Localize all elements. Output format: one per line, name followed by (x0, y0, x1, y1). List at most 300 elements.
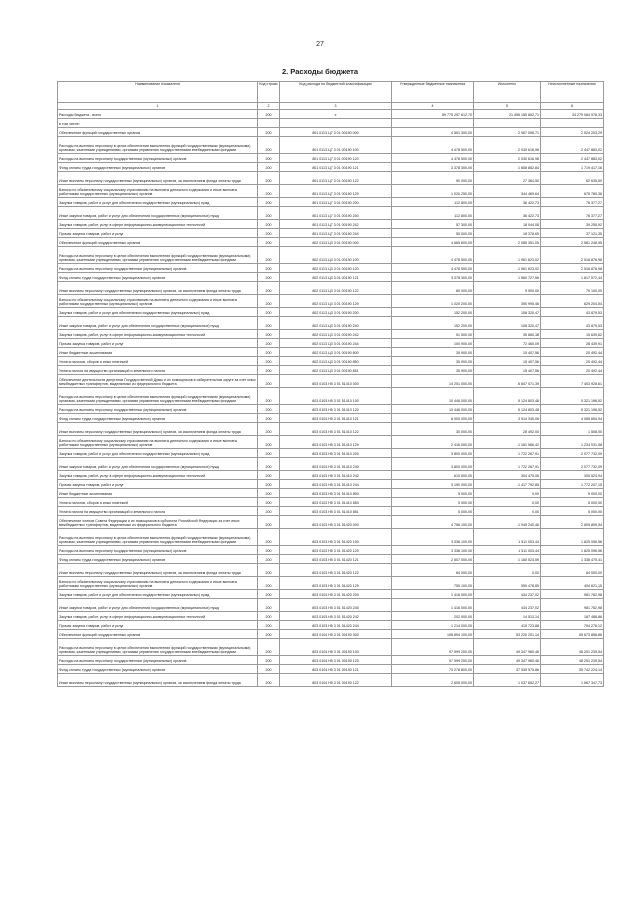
row-classification: 803 0103 Н5 3 01 51410 121 (280, 414, 392, 423)
row-classification: 803 0104 Н5 3 01 00190 120 (280, 656, 392, 665)
row-approved: 112 800,00 (392, 207, 474, 220)
row-classification: 801 0113 Ц7 3 01 00190 100 (280, 137, 392, 154)
table-row (58, 612, 604, 621)
row-name: Закупка товаров, работ, услуг в сфере информационно-коммуникационных технологий (58, 612, 258, 621)
row-name: Закупка товаров, работ и услуг для обеспечения государственных (муниципальных) нужд (58, 198, 258, 207)
row-classification: 803 0103 Н5 3 01 51420 240 (280, 599, 392, 612)
row-name: Уплата налогов, сборов и иных платежей (58, 357, 258, 366)
row-code: 200 (258, 436, 280, 449)
row-approved: 2 416 000,00 (392, 436, 474, 449)
row-code: 200 (258, 564, 280, 577)
header-executed: Исполнено (474, 82, 541, 103)
row-approved: 2 605 000,00 (392, 674, 474, 687)
row-classification: 803 0103 Н5 3 01 51410 100 (280, 388, 392, 405)
row-remaining: 2 077 732,09 (541, 458, 604, 471)
row-classification: 803 0103 Н5 3 01 51410 000 (280, 375, 392, 388)
row-name: Обеспечение функций государственных органов (58, 238, 258, 247)
row-remaining: 1 508,00 (541, 423, 604, 436)
row-classification: 802 0113 Ц3 3 01 00190 122 (280, 282, 392, 295)
row-approved: 5 000,00 (392, 498, 474, 507)
row-classification: 803 0103 Н5 3 01 51410 800 (280, 489, 392, 498)
header-name: Наименование показателя (58, 82, 258, 103)
row-approved: 152 200,00 (392, 308, 474, 317)
row-executed: 1 511 003,44 (474, 546, 541, 555)
table-row (58, 137, 604, 154)
column-number: 1 (58, 103, 258, 110)
row-name: Взносы по обязательному социальному страхованию на выплаты денежного содержания и иные выплаты работникам государственных (муниципальных) органов (58, 436, 258, 449)
row-approved: 755 100,00 (392, 577, 474, 590)
row-approved: 57 300,00 (392, 220, 474, 229)
row-approved: 5 000,00 (392, 489, 474, 498)
table-row (58, 229, 604, 238)
row-code: 200 (258, 110, 280, 119)
row-classification: 803 0103 Н5 3 01 51420 120 (280, 546, 392, 555)
table-row (58, 295, 604, 308)
table-row (58, 339, 604, 348)
row-classification: 803 0104 Н5 3 01 00190 100 (280, 639, 392, 656)
row-remaining: 5 000,00 (541, 489, 604, 498)
row-approved: 97 599 200,00 (392, 656, 474, 665)
row-classification: 803 0104 Н5 3 01 00190 000 (280, 630, 392, 639)
row-code: 200 (258, 238, 280, 247)
row-code: 200 (258, 423, 280, 436)
row-approved: 30 000,00 (392, 423, 474, 436)
row-remaining: 37 121,35 (541, 229, 604, 238)
row-remaining: 20 492,44 (541, 366, 604, 375)
row-classification: 801 0113 Ц7 3 01 00190 000 (280, 128, 392, 137)
row-remaining: 2 516 876,98 (541, 264, 604, 273)
table-row (58, 546, 604, 555)
table-row (58, 264, 604, 273)
row-code: 200 (258, 163, 280, 172)
row-classification: 802 0113 Ц3 3 01 00190 100 (280, 247, 392, 264)
row-code: 200 (258, 612, 280, 621)
table-row (58, 388, 604, 405)
row-approved: 90 000,00 (392, 172, 474, 185)
row-executed: 35 860,38 (474, 330, 541, 339)
row-executed: 14 513,14 (474, 612, 541, 621)
row-code: 200 (258, 154, 280, 163)
row-executed: 15 407,56 (474, 348, 541, 357)
row-name: Расходы на выплаты персоналу государственных (муниципальных) органов (58, 546, 258, 555)
row-classification: 803 0103 Н5 3 01 51410 240 (280, 458, 392, 471)
row-executed: 0,00 (474, 507, 541, 516)
row-classification: 801 0113 Ц7 3 01 00190 120 (280, 154, 392, 163)
row-executed: 49 347 960,46 (474, 639, 541, 656)
row-code: 200 (258, 282, 280, 295)
row-name: Обеспечение деятельности депутатов Государственной Думы и их помощников в избирательном округе за счет иных межбюджетных трансфертов, выделяемых из федерального бюджета (58, 375, 258, 388)
table-row (58, 555, 604, 564)
row-classification: 802 0113 Ц3 3 01 00190 242 (280, 330, 392, 339)
row-approved: 4 591 300,00 (392, 128, 474, 137)
table-row (58, 405, 604, 414)
row-approved: 152 200,00 (392, 317, 474, 330)
table-row (58, 529, 604, 546)
column-number: 3 (280, 103, 392, 110)
table-row (58, 449, 604, 458)
row-classification: 801 0113 Ц7 3 01 00190 242 (280, 220, 392, 229)
column-number: 6 (541, 103, 604, 110)
row-executed: 3 914 345,06 (474, 414, 541, 423)
table-row (58, 414, 604, 423)
row-classification: 803 0103 Н5 3 01 51410 851 (280, 507, 392, 516)
row-classification: 801 0113 Ц7 3 01 00190 129 (280, 185, 392, 198)
row-executed: 434 237,02 (474, 599, 541, 612)
row-approved: 4 478 500,00 (392, 137, 474, 154)
column-number: 4 (392, 103, 474, 110)
table-row (58, 273, 604, 282)
row-name: Уплата налогов, сборов и иных платежей (58, 498, 258, 507)
row-executed: 18 044,08 (474, 220, 541, 229)
row-remaining: 1 825 096,56 (541, 546, 604, 555)
row-executed: 2 030 616,98 (474, 154, 541, 163)
row-executed: 49 347 960,46 (474, 656, 541, 665)
row-executed: 350 478,85 (474, 577, 541, 590)
table-row (58, 348, 604, 357)
row-code: 200 (258, 665, 280, 674)
row-code: 200 (258, 366, 280, 375)
row-name: Иные выплаты персоналу государственных (муниципальных) органов, за исключением фонда оплаты труда (58, 674, 258, 687)
row-executed: 304 475,06 (474, 471, 541, 480)
table-row (58, 590, 604, 599)
row-code: 200 (258, 458, 280, 471)
row-code: 200 (258, 220, 280, 229)
row-code: 200 (258, 198, 280, 207)
row-remaining: 39 255,92 (541, 220, 604, 229)
row-remaining: 34 279 084 976,33 (541, 110, 604, 119)
table-row (58, 599, 604, 612)
row-executed: 0,00 (474, 564, 541, 577)
row-name: Закупка товаров, работ, услуг в сфере информационно-коммуникационных технологий (58, 330, 258, 339)
row-classification: 801 0113 Ц7 3 01 00190 121 (280, 163, 392, 172)
row-classification: 803 0103 Н5 3 01 51420 244 (280, 621, 392, 630)
row-code: 200 (258, 375, 280, 388)
row-approved: 1 214 000,00 (392, 621, 474, 630)
row-name: Расходы на выплаты персоналу в целях обеспечения выполнения функций государственными (муниципальными) органами, казенными учреждениями, органами управления государственными внебюджетными фондами (58, 137, 258, 154)
row-executed: 1 511 003,44 (474, 529, 541, 546)
row-remaining: 43 879,53 (541, 308, 604, 317)
row-executed: 1 037 652,27 (474, 674, 541, 687)
row-approved: 97 599 200,00 (392, 639, 474, 656)
row-code: 200 (258, 656, 280, 665)
table-row (58, 674, 604, 687)
row-classification: 803 0103 Н5 3 01 51420 242 (280, 612, 392, 621)
row-code: 200 (258, 599, 280, 612)
table-row (58, 516, 604, 529)
table-row (58, 639, 604, 656)
row-name: Расходы на выплаты персоналу государственных (муниципальных) органов (58, 656, 258, 665)
row-classification: 802 0113 Ц3 3 01 00190 851 (280, 366, 392, 375)
row-remaining: 1 817 572,44 (541, 273, 604, 282)
row-remaining: 70 100,00 (541, 282, 604, 295)
row-classification: 802 0113 Ц3 3 01 00190 000 (280, 238, 392, 247)
row-code: 200 (258, 185, 280, 198)
row-code: 200 (258, 308, 280, 317)
row-remaining: 1 772 207,15 (541, 480, 604, 489)
table-row (58, 308, 604, 317)
table-row (58, 498, 604, 507)
row-name: Расходы на выплаты персоналу в целях обеспечения выполнения функций государственными (муниципальными) органами, казенными учреждениями, органами управления государственными внебюджетными фондами (58, 529, 258, 546)
row-remaining: 5 321 196,52 (541, 405, 604, 414)
row-remaining: 404 621,15 (541, 577, 604, 590)
row-code: 200 (258, 128, 280, 137)
row-executed: 419 723,88 (474, 621, 541, 630)
row-executed: 27 364,50 (474, 172, 541, 185)
table-row (58, 665, 604, 674)
row-remaining: 5 000,00 (541, 498, 604, 507)
row-remaining: 629 204,54 (541, 295, 604, 308)
row-executed: 5 124 803,48 (474, 405, 541, 414)
row-approved: 100 900,00 (392, 339, 474, 348)
row-code: 200 (258, 247, 280, 264)
row-remaining: 7 403 928,61 (541, 375, 604, 388)
table-row (58, 317, 604, 330)
table-row (58, 207, 604, 220)
row-executed: 9 900,00 (474, 282, 541, 295)
row-classification: 803 0103 Н5 3 01 51420 122 (280, 564, 392, 577)
row-approved: 73 278 800,00 (392, 665, 474, 674)
row-approved: 3 800 000,00 (392, 458, 474, 471)
row-classification: 801 0113 Ц7 3 01 00190 200 (280, 198, 392, 207)
row-executed: 1 722 267,91 (474, 458, 541, 471)
table-row (58, 119, 604, 128)
table-row (58, 458, 604, 471)
row-approved: 3 378 300,00 (392, 163, 474, 172)
row-name: Закупка товаров, работ и услуг для обеспечения государственных (муниципальных) нужд (58, 449, 258, 458)
row-executed: 1 961 623,02 (474, 264, 541, 273)
row-approved: 108 894 100,00 (392, 630, 474, 639)
row-code: 200 (258, 529, 280, 546)
row-executed: 18 378,65 (474, 229, 541, 238)
row-classification: 803 0103 Н5 3 01 51410 242 (280, 471, 392, 480)
row-remaining: 2 516 876,98 (541, 247, 604, 264)
row-code: 200 (258, 330, 280, 339)
row-approved: 2 507 000,00 (392, 555, 474, 564)
row-approved: 35 900,00 (392, 366, 474, 375)
row-approved: 5 000,00 (392, 507, 474, 516)
row-executed: 2 085 351,05 (474, 238, 541, 247)
row-name: Уплата налога на имущество организаций и земельного налога (58, 366, 258, 375)
row-remaining: 2 447 883,02 (541, 154, 604, 163)
row-classification: 803 0103 Н5 3 01 51420 200 (280, 590, 392, 599)
row-executed: 37 539 575,86 (474, 665, 541, 674)
row-approved: 1 416 000,00 (392, 599, 474, 612)
row-approved: 8 000 000,00 (392, 414, 474, 423)
row-code: 200 (258, 388, 280, 405)
table-row (58, 110, 604, 119)
row-code: 200 (258, 207, 280, 220)
row-name: Расходы на выплаты персоналу государственных (муниципальных) органов (58, 405, 258, 414)
row-name: Фонд оплаты труда государственных (муниципальных) органов (58, 555, 258, 564)
row-executed: 434 237,02 (474, 590, 541, 599)
row-remaining: 1 338 475,41 (541, 555, 604, 564)
row-executed: 2 030 616,98 (474, 137, 541, 154)
row-approved: 4 478 500,00 (392, 247, 474, 264)
table-row (58, 185, 604, 198)
table-row (58, 220, 604, 229)
header-remaining: Неисполненные назначения (541, 82, 604, 103)
row-classification: 803 0103 Н5 3 01 51410 129 (280, 436, 392, 449)
table-row (58, 375, 604, 388)
row-classification: x (280, 110, 392, 119)
row-approved: 4 478 500,00 (392, 154, 474, 163)
row-code: 200 (258, 264, 280, 273)
table-row (58, 366, 604, 375)
row-executed: 28 492,00 (474, 423, 541, 436)
row-name: Взносы по обязательному социальному страхованию на выплаты денежного содержания и иные выплаты работникам государственных (муниципальных) органов (58, 577, 258, 590)
row-remaining: 2 447 883,02 (541, 137, 604, 154)
table-row (58, 330, 604, 339)
row-executed: 72 460,09 (474, 339, 541, 348)
row-code: 200 (258, 449, 280, 458)
table-row (58, 621, 604, 630)
row-approved: 14 251 000,00 (392, 375, 474, 388)
row-executed: 1 945 240,46 (474, 516, 541, 529)
row-name: Прочая закупка товаров, работ и услуг (58, 621, 258, 630)
row-name: Расходы бюджета - всего (58, 110, 258, 119)
row-approved: 4 478 500,00 (392, 264, 474, 273)
row-remaining: 305 524,94 (541, 471, 604, 480)
row-name: Иные выплаты персоналу государственных (муниципальных) органов, за исключением фонда оплаты труда (58, 282, 258, 295)
row-name: Фонд оплаты труда государственных (муниципальных) органов (58, 414, 258, 423)
table-row (58, 198, 604, 207)
header-approved: Утвержденные бюджетные назначения (392, 82, 474, 103)
row-approved: 35 900,00 (392, 357, 474, 366)
table-row (58, 564, 604, 577)
row-executed: 1 160 524,59 (474, 555, 541, 564)
row-code: 200 (258, 674, 280, 687)
row-approved: 1 020 250,00 (392, 185, 474, 198)
table-row (58, 471, 604, 480)
row-name: Прочая закупка товаров, работ и услуг (58, 229, 258, 238)
row-name: Уплата налога на имущество организаций и земельного налога (58, 507, 258, 516)
row-name: Иные закупки товаров, работ и услуг для обеспечения государственных (муниципальных) нужд (58, 317, 258, 330)
row-code: 200 (258, 516, 280, 529)
table-row (58, 172, 604, 185)
row-classification: 803 0104 Н5 3 01 00190 122 (280, 674, 392, 687)
row-classification: 803 0103 Н5 3 01 51410 122 (280, 423, 392, 436)
row-remaining: 35 742 224,14 (541, 665, 604, 674)
table-row (58, 282, 604, 295)
row-remaining: 1 234 031,58 (541, 436, 604, 449)
table-row (58, 163, 604, 172)
row-classification: 803 0103 Н5 3 01 51420 129 (280, 577, 392, 590)
table-row (58, 480, 604, 489)
row-remaining: 675 780,36 (541, 185, 604, 198)
row-remaining: 84 000,00 (541, 564, 604, 577)
row-name: Закупка товаров, работ и услуг для обеспечения государственных (муниципальных) нужд (58, 308, 258, 317)
row-classification: 803 0103 Н5 3 01 51420 000 (280, 516, 392, 529)
row-code: 200 (258, 621, 280, 630)
row-code: 200 (258, 498, 280, 507)
row-classification: 803 0104 Н5 3 01 00190 121 (280, 665, 392, 674)
row-executed: 53 220 201,14 (474, 630, 541, 639)
row-code (258, 119, 280, 128)
row-name: Расходы на выплаты персоналу в целях обеспечения выполнения функций государственными (муниципальными) органами, казенными учреждениями, органами управления государственными внебюджетными фондами (58, 388, 258, 405)
row-remaining: 1 719 417,16 (541, 163, 604, 172)
row-name: в том числе: (58, 119, 258, 128)
row-approved: 35 900,00 (392, 348, 474, 357)
row-code: 200 (258, 137, 280, 154)
row-remaining: 2 809 809,54 (541, 516, 604, 529)
row-approved: 3 336 100,00 (392, 546, 474, 555)
row-name: Расходы на выплаты персоналу в целях обеспечения выполнения функций государственными (муниципальными) органами, казенными учреждениями, органами управления государственными внебюджетными фондами (58, 247, 258, 264)
row-remaining: 187 486,86 (541, 612, 604, 621)
row-name: Иные выплаты персоналу государственных (муниципальных) органов, за исключением фонда оплаты труда (58, 564, 258, 577)
row-classification: 801 0113 Ц7 3 01 00190 244 (280, 229, 392, 238)
row-name: Прочая закупка товаров, работ и услуг (58, 339, 258, 348)
row-remaining: 48 251 239,54 (541, 656, 604, 665)
row-remaining: 981 762,98 (541, 590, 604, 599)
row-executed: 108 320,47 (474, 317, 541, 330)
row-remaining: 76 377,27 (541, 198, 604, 207)
row-remaining: 2 077 732,09 (541, 449, 604, 458)
row-remaining: 1 825 096,56 (541, 529, 604, 546)
table-row (58, 507, 604, 516)
row-remaining: 20 492,44 (541, 357, 604, 366)
row-classification: 803 0103 Н5 3 01 51410 244 (280, 480, 392, 489)
row-executed: 1 560 727,56 (474, 273, 541, 282)
row-name: Иные выплаты персоналу государственных (муниципальных) органов, за исключением фонда оплаты труда (58, 172, 258, 185)
row-remaining: 5 000,00 (541, 507, 604, 516)
row-name: Закупка товаров, работ, услуг в сфере информационно-коммуникационных технологий (58, 471, 258, 480)
row-name: Обеспечение функций государственных органов (58, 630, 258, 639)
row-classification: 802 0113 Ц3 3 01 00190 200 (280, 308, 392, 317)
row-remaining: 62 635,50 (541, 172, 604, 185)
row-executed: 15 407,56 (474, 366, 541, 375)
row-classification: 803 0103 Н5 3 01 51420 100 (280, 529, 392, 546)
row-code: 200 (258, 229, 280, 238)
row-executed: 108 320,47 (474, 308, 541, 317)
row-approved: 610 000,00 (392, 471, 474, 480)
row-name: Иные закупки товаров, работ и услуг для обеспечения государственных (муниципальных) нужд (58, 207, 258, 220)
header-classification: Код расхода по бюджетной классификации (280, 82, 392, 103)
row-name: Закупка товаров, работ, услуг в сфере информационно-коммуникационных технологий (58, 220, 258, 229)
row-code: 200 (258, 639, 280, 656)
row-approved (392, 119, 474, 128)
row-name: Иные закупки товаров, работ и услуг для обеспечения государственных (муниципальных) нужд (58, 458, 258, 471)
table-row (58, 357, 604, 366)
row-executed: 5 124 803,48 (474, 388, 541, 405)
row-executed: 344 469,64 (474, 185, 541, 198)
row-executed: 0,00 (474, 489, 541, 498)
row-executed: 390 995,46 (474, 295, 541, 308)
row-executed: 1 722 267,91 (474, 449, 541, 458)
row-remaining: 4 085 654,94 (541, 414, 604, 423)
row-approved: 4 756 100,00 (392, 516, 474, 529)
row-code: 200 (258, 555, 280, 564)
table-row (58, 489, 604, 498)
row-classification: 803 0103 Н5 3 01 51410 200 (280, 449, 392, 458)
table-header (58, 82, 604, 110)
row-executed: 1 961 623,02 (474, 247, 541, 264)
row-approved: 4 665 600,00 (392, 238, 474, 247)
row-approved: 1 020 200,00 (392, 295, 474, 308)
row-name: Обеспечение функций государственных органов (58, 128, 258, 137)
row-name: Фонд оплаты труда государственных (муниципальных) органов (58, 273, 258, 282)
row-approved: 80 000,00 (392, 282, 474, 295)
row-remaining: 794 276,12 (541, 621, 604, 630)
row-remaining: 76 377,27 (541, 207, 604, 220)
row-executed: 1 658 882,84 (474, 163, 541, 172)
row-classification: 802 0113 Ц3 3 01 00190 800 (280, 348, 392, 357)
row-executed: 1 417 792,85 (474, 480, 541, 489)
row-executed: 6 847 071,39 (474, 375, 541, 388)
row-approved: 84 000,00 (392, 564, 474, 577)
row-classification: 802 0113 Ц3 3 01 00190 850 (280, 357, 392, 366)
row-executed: 21 496 155 852,71 (474, 110, 541, 119)
row-name: Закупка товаров, работ и услуг для обеспечения государственных (муниципальных) нужд (58, 590, 258, 599)
